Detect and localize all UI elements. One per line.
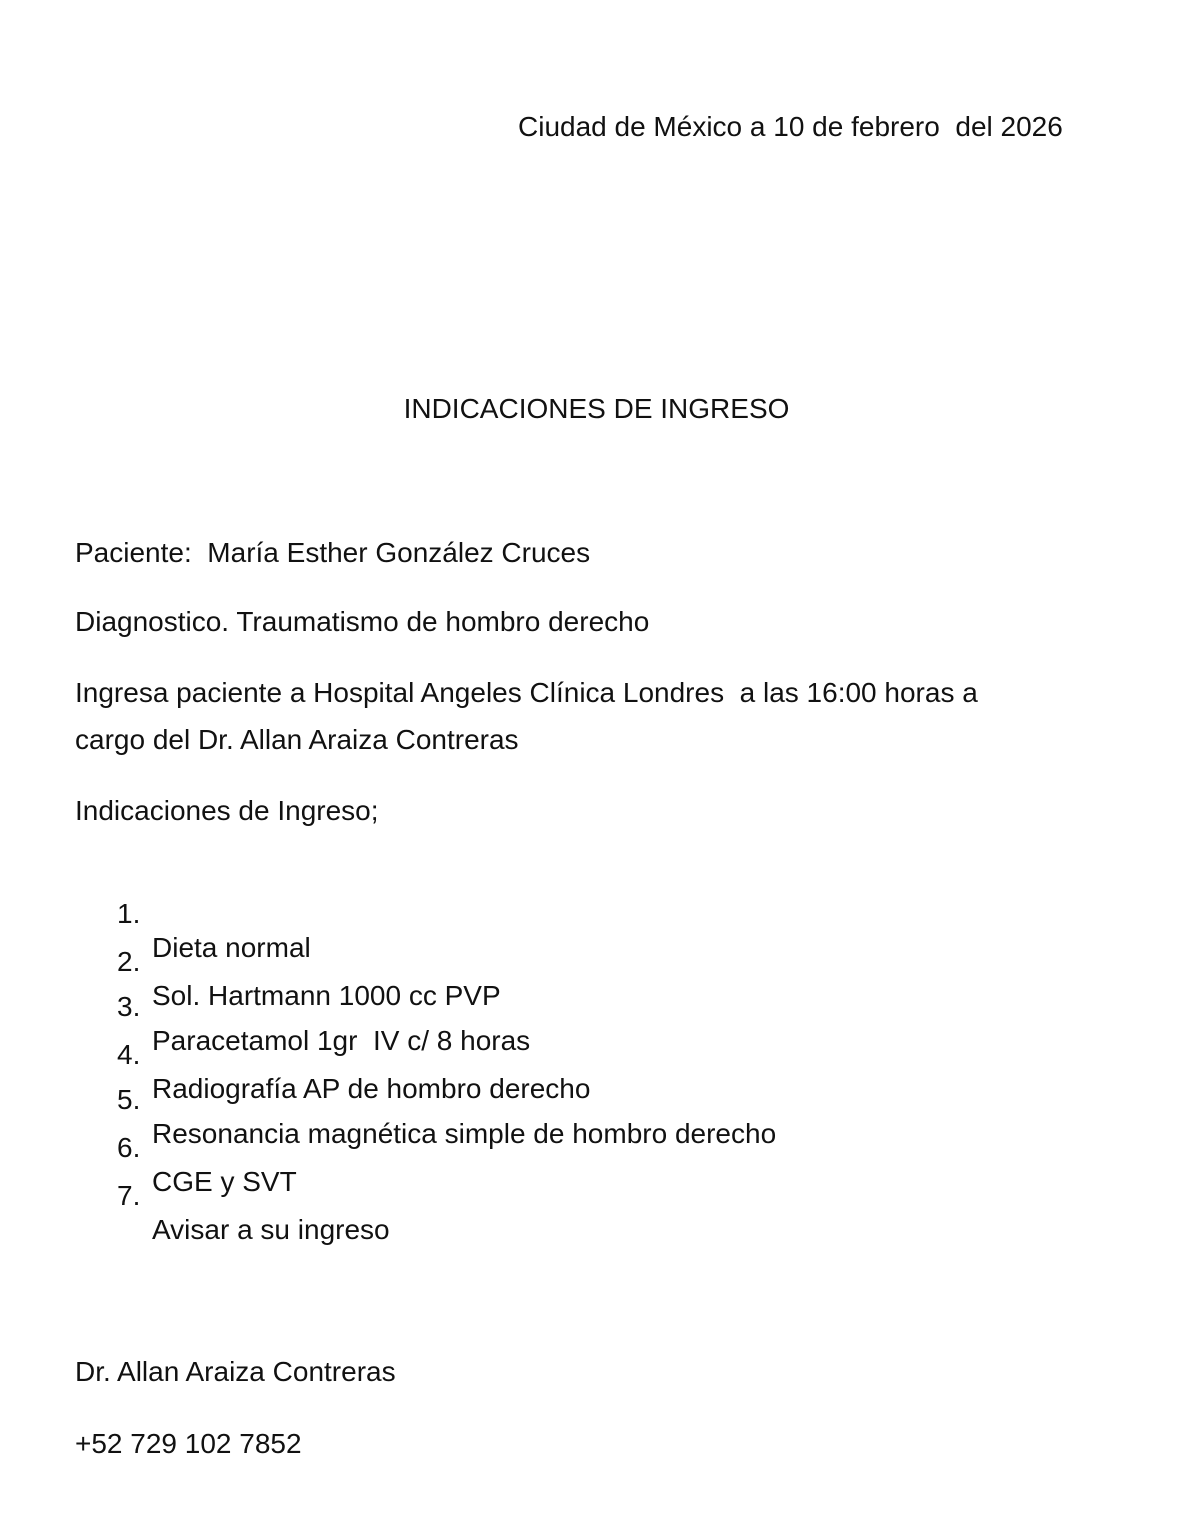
date-line: Ciudad de México a 10 de febrero del 2026 <box>518 111 1063 142</box>
list-item-number: 3. <box>117 991 141 1022</box>
diagnosis-line: Diagnostico. Traumatismo de hombro derecho <box>75 606 650 637</box>
phone-number: +52 729 102 7852 <box>75 1428 302 1459</box>
list-item-text: CGE y SVT <box>152 1166 297 1197</box>
admission-line-1: Ingresa paciente a Hospital Angeles Clínica Londres a las 16:00 horas a <box>75 677 978 708</box>
document-title: INDICACIONES DE INGRESO <box>403 393 790 424</box>
list-item-number: 4. <box>117 1039 141 1070</box>
indications-heading: Indicaciones de Ingreso; <box>75 795 379 826</box>
list-item-number: 1. <box>117 898 141 929</box>
admission-line-2: cargo del Dr. Allan Araiza Contreras <box>75 724 519 755</box>
list-item-number: 6. <box>117 1132 141 1163</box>
list-item-text: Radiografía AP de hombro derecho <box>152 1073 591 1104</box>
list-item-text: Dieta normal <box>152 932 311 963</box>
list-item-number: 5. <box>117 1084 141 1115</box>
list-item-text: Paracetamol 1gr IV c/ 8 horas <box>152 1025 531 1056</box>
list-item-text: Resonancia magnética simple de hombro derecho <box>152 1118 777 1149</box>
list-item-text: Sol. Hartmann 1000 cc PVP <box>152 980 501 1011</box>
patient-line: Paciente: María Esther González Cruces <box>75 537 591 568</box>
list-item-text: Avisar a su ingreso <box>152 1214 390 1245</box>
list-item-number: 7. <box>117 1180 141 1211</box>
signer-name: Dr. Allan Araiza Contreras <box>75 1356 396 1387</box>
list-item-number: 2. <box>117 946 141 977</box>
